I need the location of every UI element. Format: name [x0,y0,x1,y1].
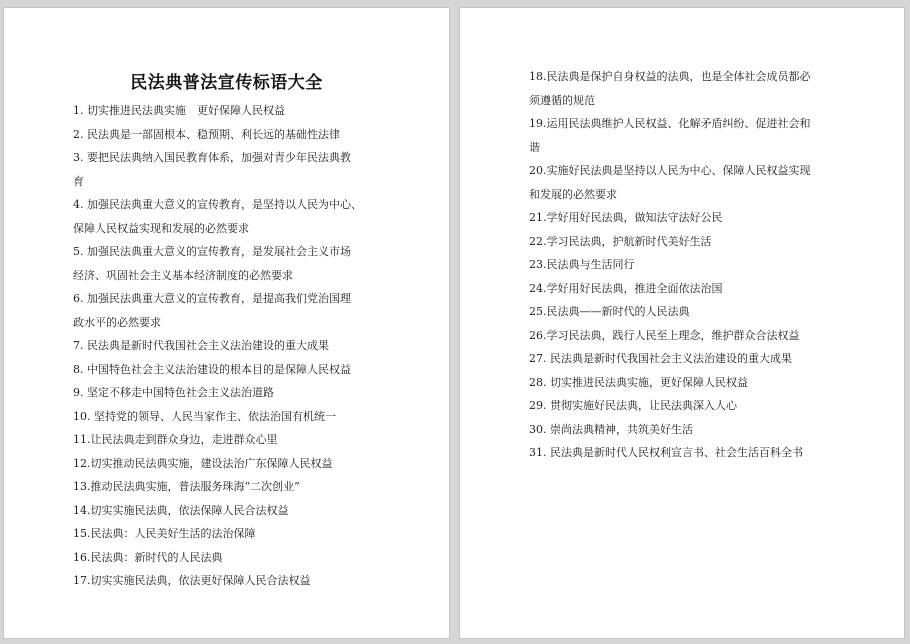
text-line: 31. 民法典是新时代人民权利宣言书、社会生活百科全书 [529,446,803,459]
text-line: 1. 切实推进民法典实施 更好保障人民权益 [73,104,285,117]
document-title: 民法典普法宣传标语大全 [130,73,323,93]
text-line: 28. 切实推进民法典实施，更好保障人民权益 [529,375,748,389]
document-page-left [3,7,450,639]
text-line: 19.运用民法典维护人民权益、化解矛盾纠纷、促进社会和 [529,117,811,130]
text-line: 24.学好用好民法典，推进全面依法治国 [529,281,723,295]
text-line: 13.推动民法典实施，普法服务珠海“二次创业” [73,480,300,493]
text-line: 25.民法典——新时代的人民法典 [529,305,690,318]
text-line: 15.民法典：人民美好生活的法治保障 [73,527,256,540]
text-line: 2. 民法典是一部固根本、稳预期、利长远的基础性法律 [73,127,340,141]
text-line: 20.实施好民法典是坚持以人民为中心、保障人民权益实现 [529,164,811,177]
text-line: 11.让民法典走到群众身边，走进群众心里 [73,433,278,446]
text-line: 18.民法典是保护自身权益的法典，也是全体社会成员都必 [529,70,811,83]
text-line: 5. 加强民法典重大意义的宣传教育，是发展社会主义市场 [73,245,351,258]
text-line: 育 [73,174,84,188]
text-line: 经济、巩固社会主义基本经济制度的必然要求 [73,268,293,282]
text-line: 4. 加强民法典重大意义的宣传教育，是坚持以人民为中心、 [73,198,362,211]
slogan-list-left [73,99,393,593]
text-line: 保障人民权益实现和发展的必然要求 [73,221,249,235]
text-line: 14.切实实施民法典，依法保障人民合法权益 [73,503,289,517]
text-line: 26.学习民法典，践行人民至上理念，维护群众合法权益 [529,328,800,342]
document-page-right [459,7,905,639]
text-line: 23.民法典与生活同行 [529,258,635,271]
text-line: 6. 加强民法典重大意义的宣传教育，是提高我们党治国理 [73,292,351,305]
text-line: 30. 崇尚法典精神，共筑美好生活 [529,422,693,436]
text-line: 12.切实推动民法典实施，建设法治广东保障人民权益 [73,456,333,470]
text-line: 8. 中国特色社会主义法治建设的根本目的是保障人民权益 [73,362,351,376]
text-line: 政水平的必然要求 [73,315,161,329]
text-line: 9. 坚定不移走中国特色社会主义法治道路 [73,386,274,399]
text-line: 21.学好用好民法典，做知法守法好公民 [529,211,723,224]
text-line: 和发展的必然要求 [529,187,617,201]
text-line: 须遵循的规范 [529,93,595,107]
text-line: 10. 坚持党的领导、人民当家作主、依法治国有机统一 [73,409,336,423]
text-line: 7. 民法典是新时代我国社会主义法治建设的重大成果 [73,339,329,352]
text-line: 17.切实实施民法典，依法更好保障人民合法权益 [73,574,311,587]
text-line: 22.学习民法典，护航新时代美好生活 [529,234,712,248]
text-line: 29. 贯彻实施好民法典，让民法典深入人心 [529,399,737,412]
text-line: 27. 民法典是新时代我国社会主义法治建设的重大成果 [529,352,792,365]
slogan-list-right [529,65,847,465]
text-line: 谐 [529,140,540,154]
text-line: 16.民法典：新时代的人民法典 [73,550,223,564]
text-line: 3. 要把民法典纳入国民教育体系，加强对青少年民法典教 [73,151,351,164]
